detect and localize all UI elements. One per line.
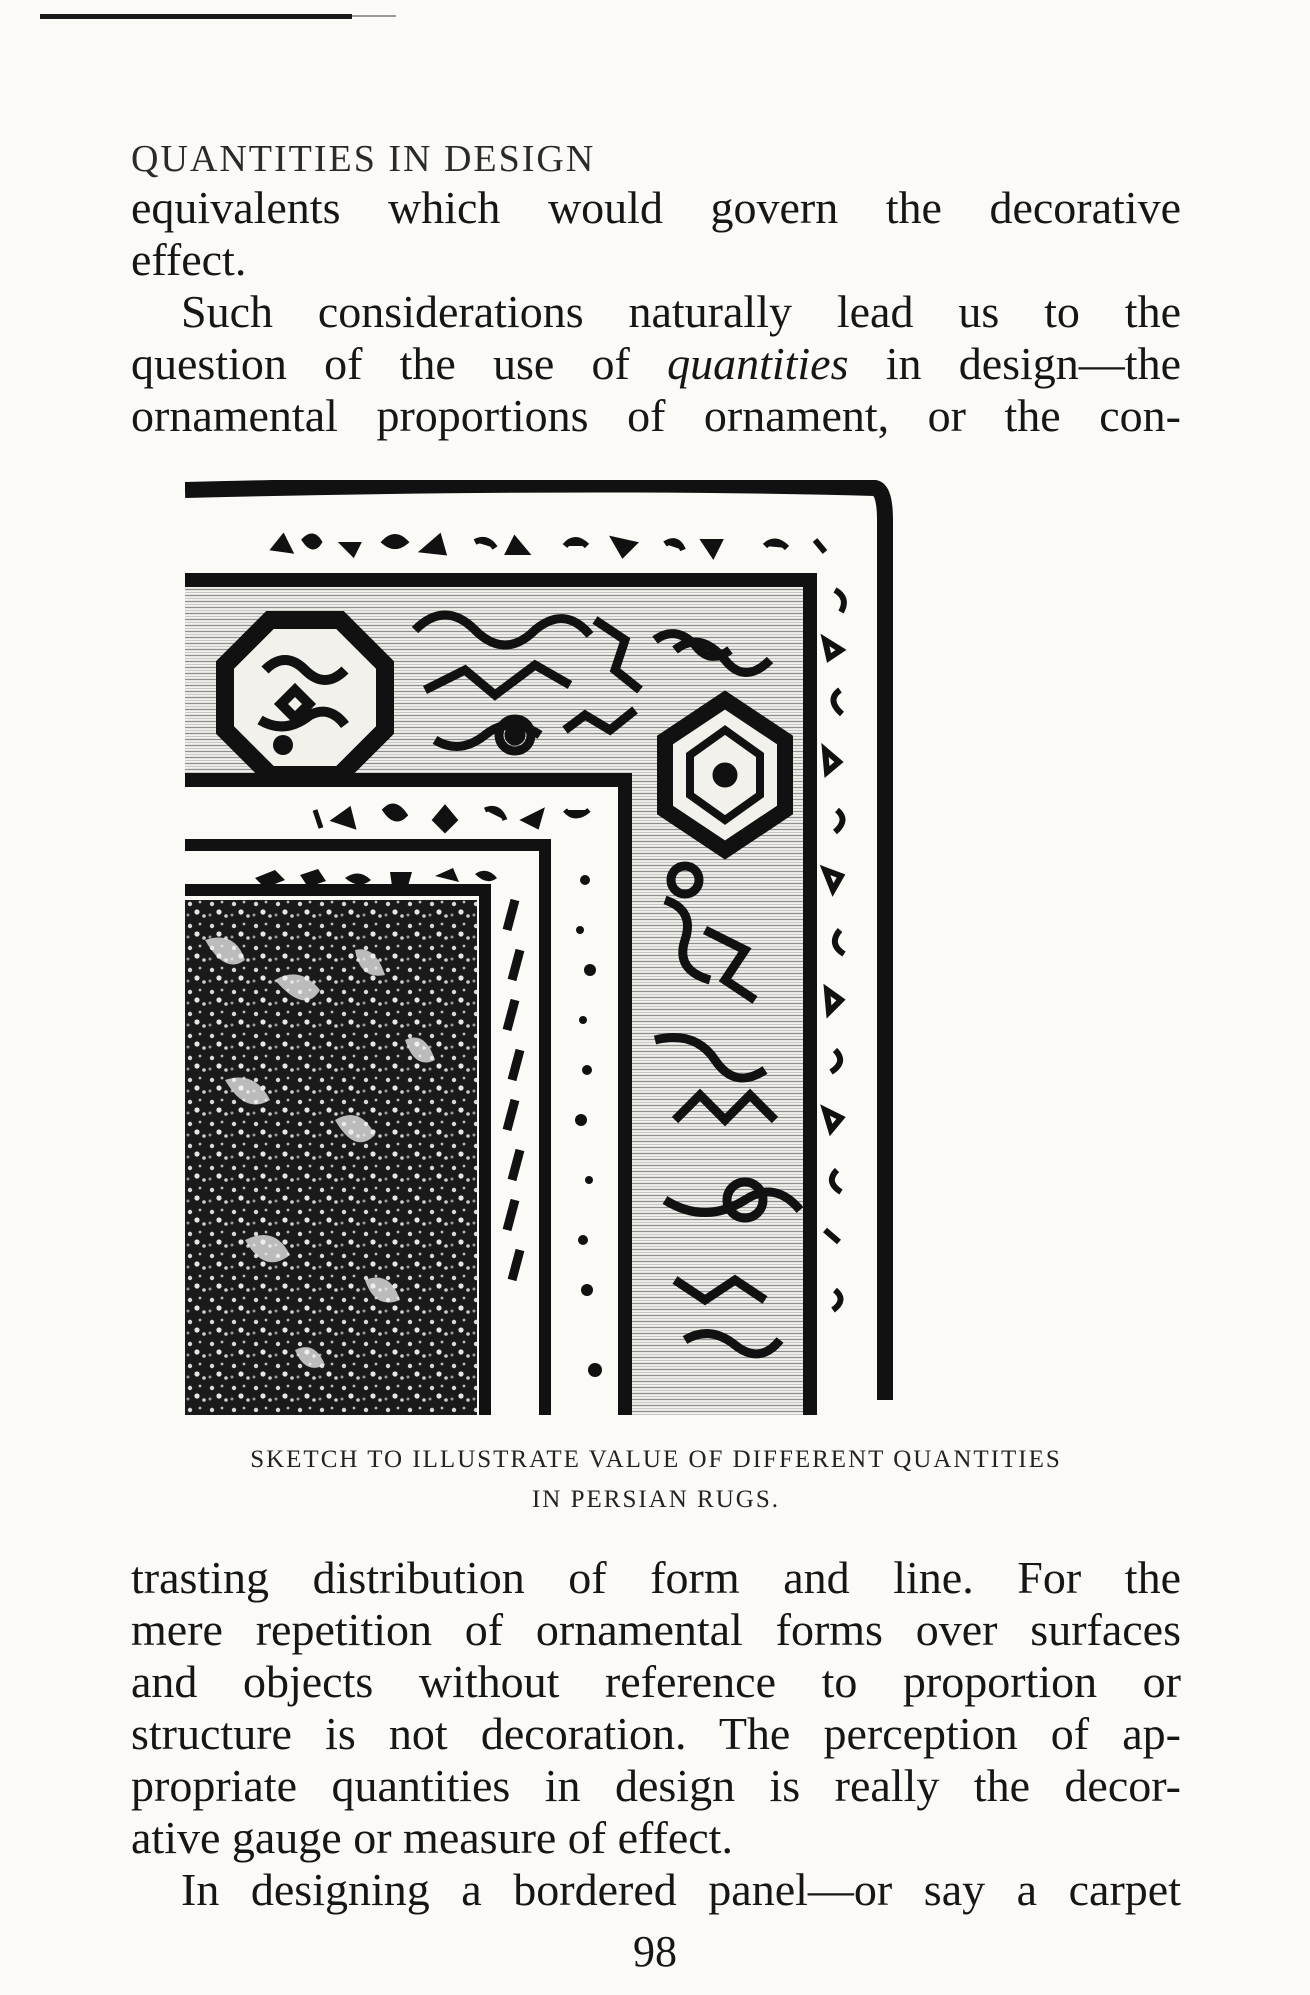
text-line: Such considerations naturally lead us to the — [181, 286, 1181, 337]
text-line: mere repetition of ornamental forms over surfaces — [131, 1604, 1181, 1655]
text-line: structure is not decoration. The perception of ap- — [131, 1708, 1181, 1759]
paragraph-contrasting — [131, 1552, 1181, 1864]
text-line — [131, 338, 1181, 390]
text-line: propriate quantities in design is really the decor- — [131, 1760, 1181, 1811]
italic-term: quantities — [667, 338, 849, 389]
text-line: ative gauge or measure of effect. — [131, 1812, 733, 1863]
text-line: effect. — [131, 234, 247, 285]
text-span: in design—the — [848, 338, 1182, 389]
text-line: In designing a bordered panel—or say a carpet — [181, 1864, 1181, 1915]
figure-caption — [131, 1440, 1181, 1520]
paragraph-quantities — [131, 286, 1181, 442]
text-line: and objects without reference to proportion or — [131, 1656, 1181, 1707]
text-line: ornamental proportions of ornament, or the con- — [131, 390, 1181, 441]
text-span: question of the use of — [131, 338, 668, 389]
running-head: QUANTITIES IN DESIGN — [131, 138, 596, 180]
text-line: equivalents which would govern the decorative — [131, 182, 1181, 233]
text-line: trasting distribution of form and line. For the — [131, 1552, 1181, 1603]
centre-field — [185, 900, 477, 1415]
top-rule — [40, 14, 352, 19]
top-rule-tail — [352, 15, 396, 17]
persian-rug-sketch — [185, 480, 1125, 1420]
page-number: 98 — [633, 1927, 677, 1976]
caption-line: IN PERSIAN RUGS. — [531, 1486, 780, 1513]
caption-line: SKETCH TO ILLUSTRATE VALUE OF DIFFERENT QUANTITIES — [250, 1446, 1062, 1473]
paragraph-bordered-panel — [131, 1864, 1181, 1916]
paragraph-continued — [131, 182, 1181, 286]
